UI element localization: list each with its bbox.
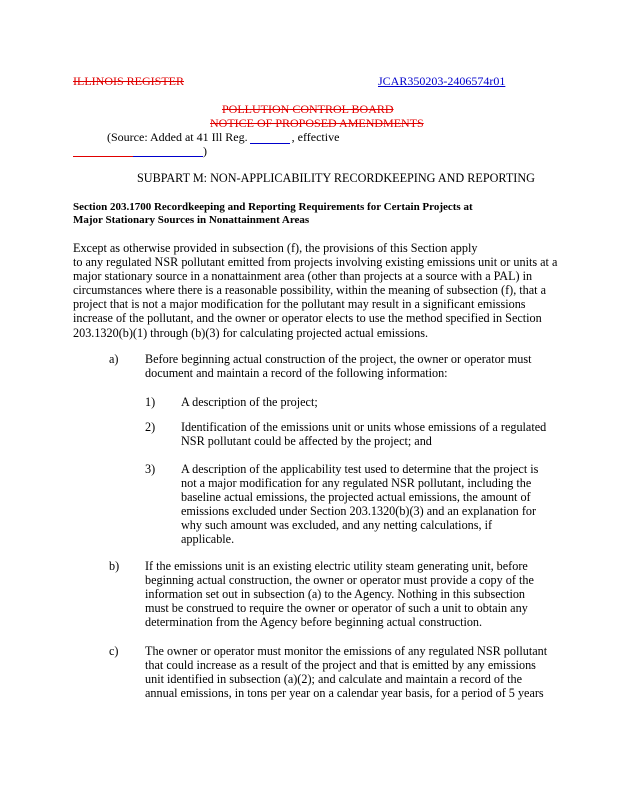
source-note xyxy=(107,130,339,145)
item-c-text xyxy=(145,644,618,700)
item-a-line: document and maintain a record of the following information: xyxy=(145,366,448,381)
section-title-line-2: Major Stationary Sources in Nonattainment Areas xyxy=(73,214,310,226)
item-a1-line: A description of the project; xyxy=(181,395,318,409)
intro-line: increase of the pollutant, and the owner or operator elects to use the method specified in Section xyxy=(73,311,542,326)
item-a3-text xyxy=(181,462,618,547)
item-a-label: a) xyxy=(109,352,119,366)
item-a-text xyxy=(145,352,618,380)
intro-line: circumstances where there is a reasonable possibility, within the meaning of subsection (f), that a xyxy=(73,283,547,298)
item-a3-line: baseline actual emissions, the projected actual emissions, the amount of xyxy=(181,490,531,505)
source-text: (Source: Added at 41 Ill Reg. xyxy=(107,130,248,144)
section-title-line-1: Section 203.1700 Recordkeeping and Reporting Requirements for Certain Projects at xyxy=(73,201,473,213)
item-a3-label: 3) xyxy=(145,462,156,476)
intro-paragraph xyxy=(73,241,613,340)
item-a3-line: A description of the applicability test used to determine that the project is xyxy=(181,462,539,476)
item-a2-text xyxy=(181,420,618,448)
item-b-line: information set out in subsection (a) to the Agency. Nothing in this subsection xyxy=(145,587,526,602)
intro-line: project that is not a major modification for the pollutant may result in a significant emissions xyxy=(73,297,526,312)
item-a2-label: 2) xyxy=(145,420,156,434)
item-a-line: Before beginning actual construction of the project, the owner or operator must xyxy=(145,352,532,366)
item-a2-line: NSR pollutant could be affected by the project; and xyxy=(181,434,432,449)
item-b-line: determination from the Agency before beginning actual construction. xyxy=(145,615,483,630)
item-b-line: If the emissions unit is an existing electric utility steam generating unit, before xyxy=(145,559,528,573)
item-c-line: that could increase as a result of the project and that is emitted by any emissions xyxy=(145,658,536,673)
item-a3-line: emissions excluded under Section 203.1320(b)(3) and an explanation for xyxy=(181,504,537,519)
item-b-line: must be construed to require the owner or operator of such a unit to obtain any xyxy=(145,601,528,616)
item-b-text xyxy=(145,559,618,629)
agency-name: POLLUTION CONTROL BOARD xyxy=(222,102,394,116)
item-a3-line: why such amount was excluded, and any netting calculations, if xyxy=(181,518,493,533)
document-code: JCAR350203-2406574r01 xyxy=(378,74,506,88)
item-c-line: annual emissions, in tons per year on a calendar year basis, for a period of 5 years xyxy=(145,686,544,701)
source-close: ) xyxy=(203,144,207,158)
item-c-line: The owner or operator must monitor the emissions of any regulated NSR pollutant xyxy=(145,644,548,658)
item-c-line: unit identified in subsection (a)(2); and calculate and maintain a record of the xyxy=(145,672,522,687)
intro-line: to any regulated NSR pollutant emitted from projects involving existing emissions unit or units at a xyxy=(73,255,558,270)
intro-line: major stationary source in a nonattainment area (other than projects at a source with a PAL) in xyxy=(73,269,533,284)
item-c-label: c) xyxy=(109,644,119,658)
intro-line: 203.1320(b)(1) through (b)(3) for calculating projected actual emissions. xyxy=(73,325,429,340)
subpart-heading: SUBPART M: NON-APPLICABILITY RECORDKEEPING AND REPORTING xyxy=(137,171,535,185)
source-effective: , effective xyxy=(291,130,340,144)
item-a3-line: not a major modification for any regulated NSR pollutant, including the xyxy=(181,476,532,491)
item-a1-text xyxy=(181,395,618,409)
intro-line: Except as otherwise provided in subsection (f), the provisions of this Section apply xyxy=(73,241,478,255)
notice-title: NOTICE OF PROPOSED AMENDMENTS xyxy=(210,116,424,130)
register-title: ILLINOIS REGISTER xyxy=(73,74,184,88)
item-b-line: beginning actual construction, the owner or operator must provide a copy of the xyxy=(145,573,534,588)
item-a3-line: applicable. xyxy=(181,532,235,547)
item-a2-line: Identification of the emissions unit or units whose emissions of a regulated xyxy=(181,420,547,434)
item-b-label: b) xyxy=(109,559,120,573)
item-a1-label: 1) xyxy=(145,395,156,409)
